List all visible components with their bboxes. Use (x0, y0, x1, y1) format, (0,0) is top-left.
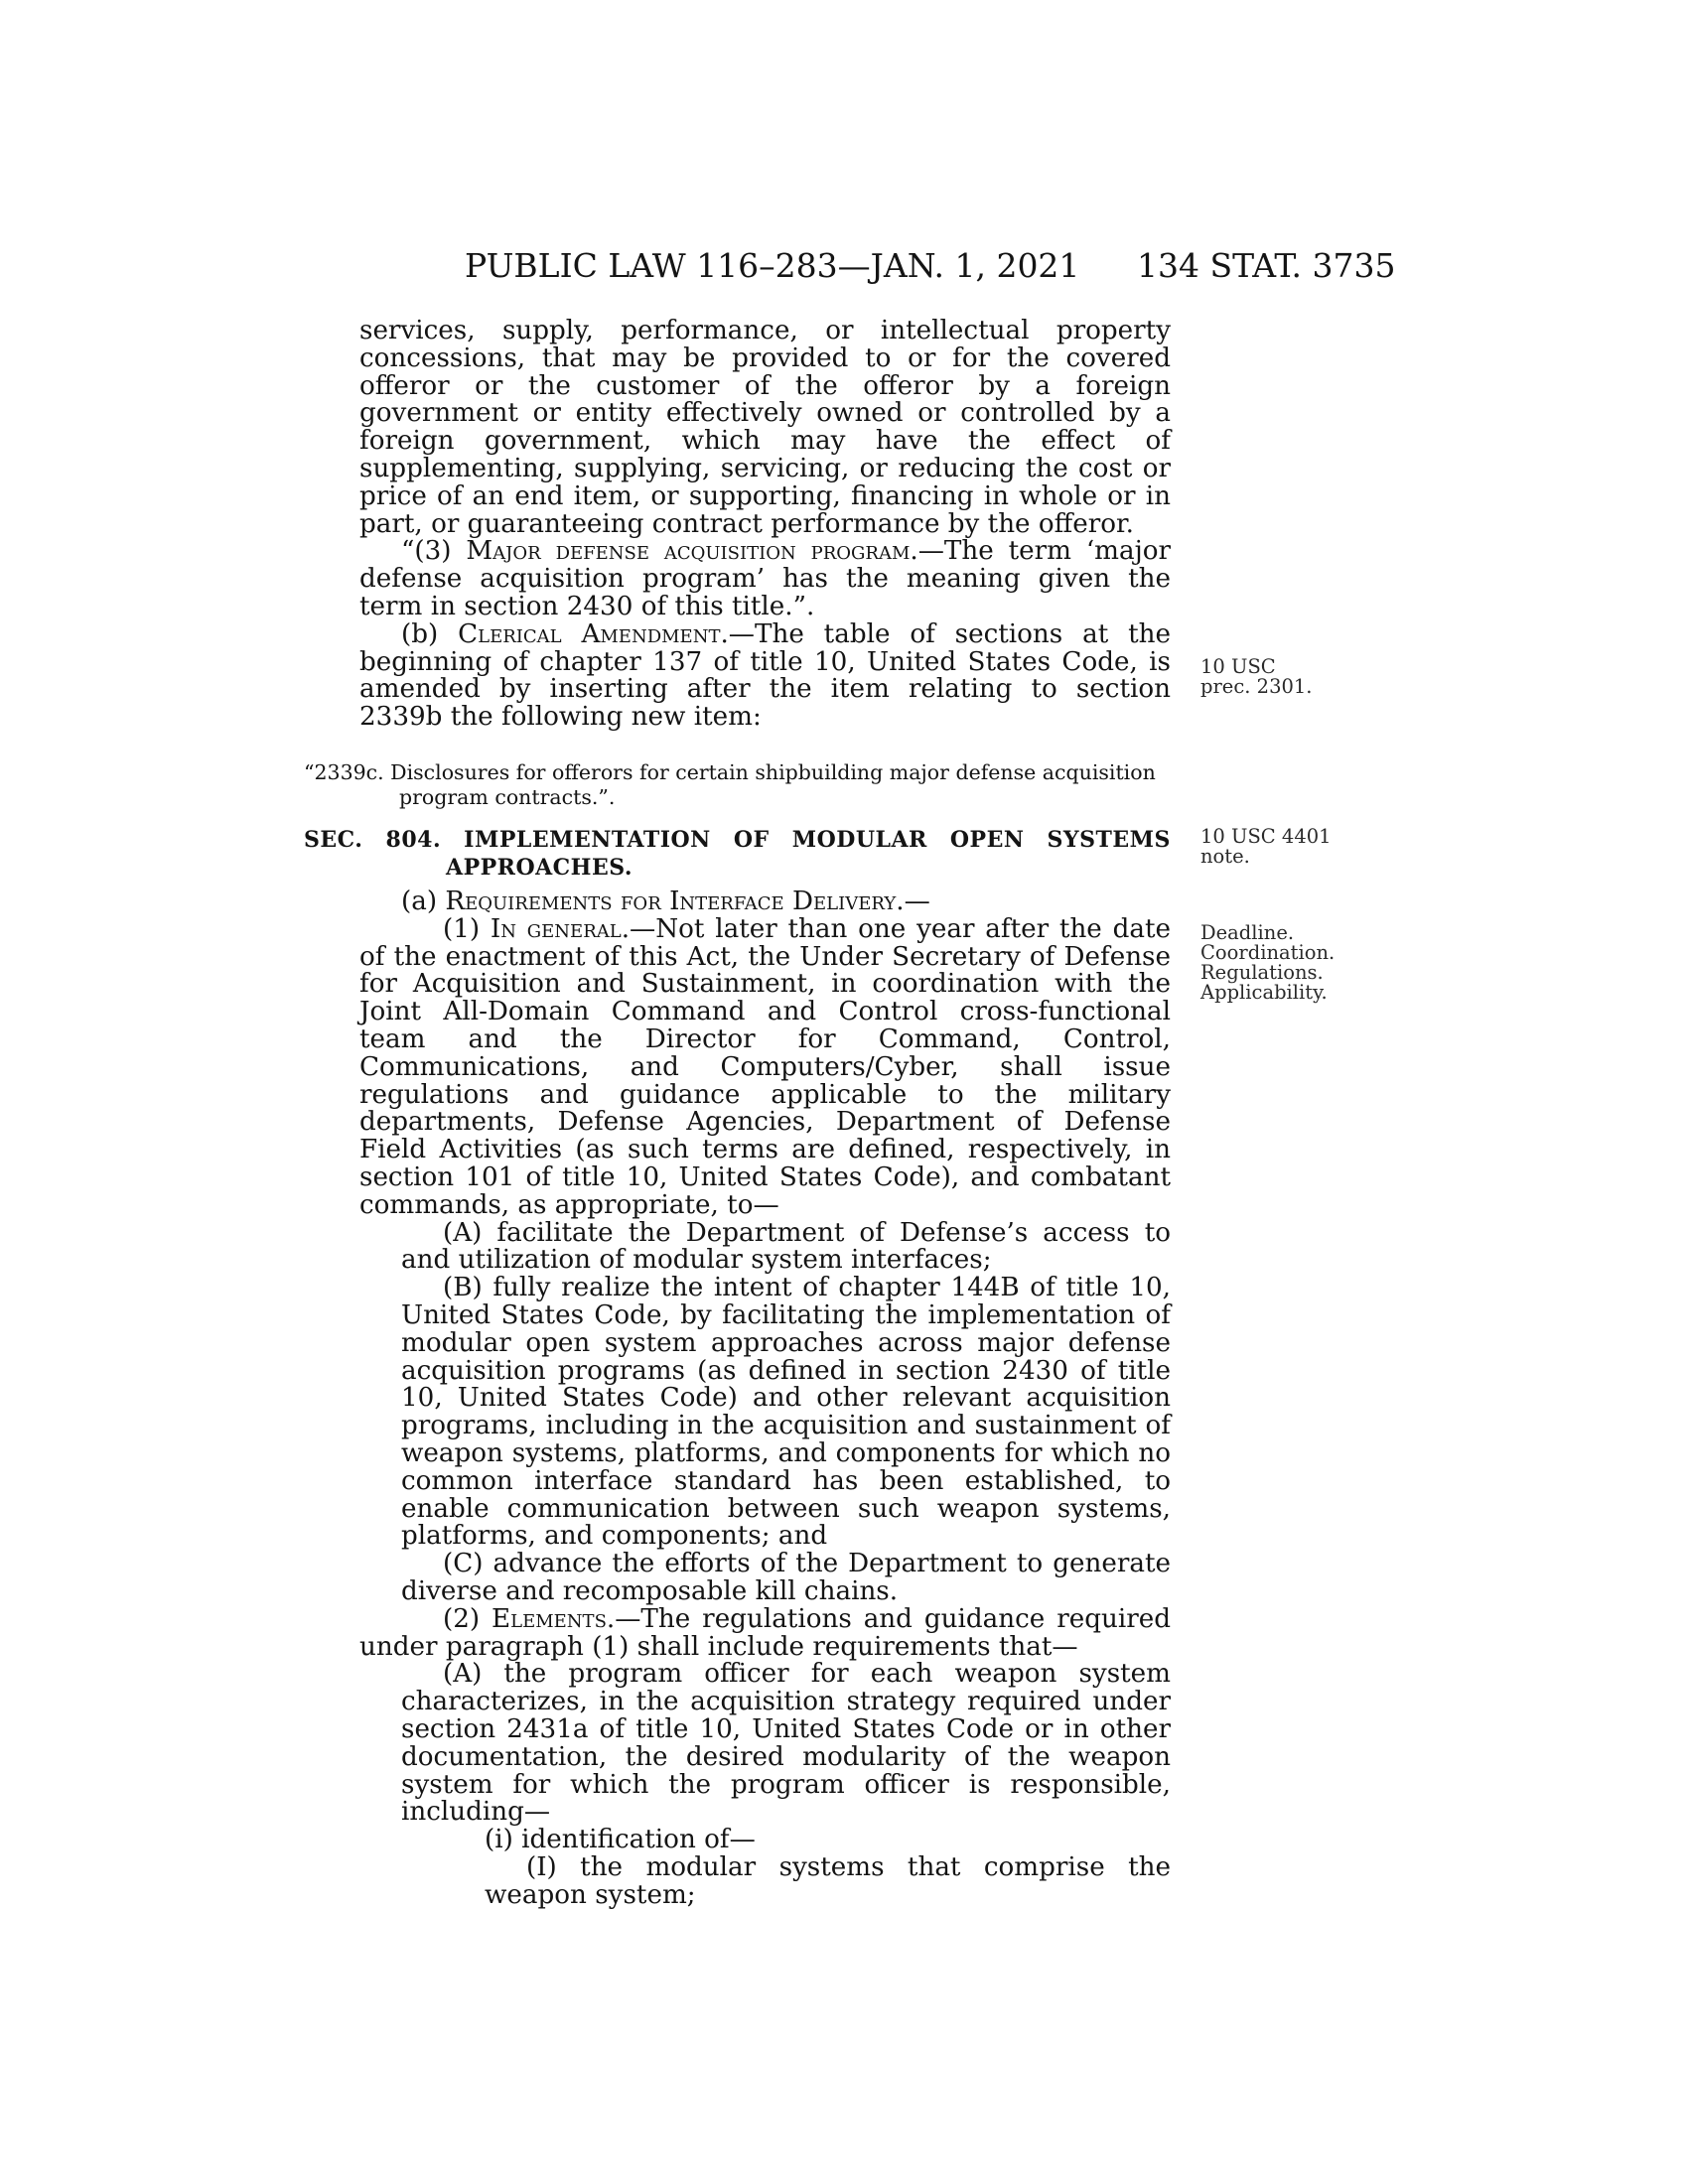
paragraph-heading: In general (490, 913, 622, 944)
section-title-continuation: APPROACHES. (446, 855, 633, 881)
paragraph-text: .—Not later than one year after the date of the enactment of this Act, the Under Secretary of Defense for Acquisition and Sustainment, in coordination with the Joint All-Domain Command and Control cross-functional team and the Director for Command, Control, Communications, and Computers/Cyber, shall issue regulations and guidance applicable to the military departments, Defense Agencies, Department of Defense Field Activities (as such terms are defined, respectively, in section 101 of title 10, United States Code), and combatant commands, as appropriate, to— (359, 913, 1171, 1220)
margin-note-line: prec. 2301. (1200, 675, 1313, 698)
paragraph-number: (a) (401, 887, 438, 916)
margin-note-line: Regulations. (1200, 961, 1324, 984)
margin-note-line: Deadline. (1200, 921, 1295, 944)
clause-i: (i) identification of— (485, 1825, 756, 1855)
margin-note-usc-prec (1200, 657, 1369, 697)
section-title-word: MODULAR (791, 827, 927, 853)
section-heading (304, 826, 1171, 882)
subparagraph-C: (C) advance the efforts of the Department to generate diverse and recomposable kill chains. (401, 1549, 1171, 1606)
subparagraph-A-elements: (A) the program officer for each weapon system characterizes, in the acquisition strategy required under section 2431a of title 10, United States Code or in other documentation, the desired modularity of the weapon system for which the program officer is responsible, including— (401, 1659, 1171, 1828)
section-label: SEC. (304, 827, 363, 853)
paragraph-a2 (359, 1603, 1171, 1662)
subsection-a (359, 888, 1171, 916)
paragraph-continuation: services, supply, performance, or intellectual property concessions, that may be provided to or for the covered offeror or the customer of the offeror by a foreign government or entity effectively owned or controlled by a foreign government, which may have the effect of supplementing, supplying, servicing, or reducing the cost or price of an end item, or supporting, financing in whole or in part, or guaranteeing contract performance by the offeror. (359, 316, 1171, 539)
paragraph-text: .—The term ‘major defense acquisition program’ has the meaning given the term in section 2430 of this title.”. (359, 536, 1171, 621)
table-of-sections-item (304, 760, 1171, 810)
section-title-word: SYSTEMS (1047, 827, 1171, 853)
paragraph-number: (1) (443, 913, 481, 944)
margin-note-line: 10 USC 4401 (1200, 825, 1332, 848)
paragraph-heading: Elements (492, 1603, 607, 1634)
paragraph-heading: Requirements for Interface Delivery (445, 887, 897, 916)
paragraph-heading: Major defense acquisition program (466, 536, 911, 567)
margin-note-deadline (1200, 923, 1369, 1003)
subparagraph-B: (B) fully realize the intent of chapter 144B of title 10, United States Code, by facilitating the implementation of modular open system approaches across major defense acquisition programs (as defined in section 2430 of title 10, United States Code) and other relevant acquisition programs, including in the acquisition and sustainment of weapon systems, platforms, and components for which no common interface standard has been established, to enable communication between such weapon systems, platforms, and components; and (401, 1273, 1171, 1552)
table-item-text: “2339c. Disclosures for offerors for certain shipbuilding major defense acquisition program contracts.”. (304, 760, 1156, 809)
paragraph-text: .—The regulations and guidance required under paragraph (1) shall include requirements that— (359, 1603, 1171, 1662)
section-title-word: OF (733, 827, 770, 853)
paragraph-major-defense-acquisition-program (359, 538, 1171, 620)
section-title-word: IMPLEMENTATION (464, 827, 711, 853)
paragraph-a1 (359, 913, 1171, 1220)
subclause-I: (I) the modular systems that comprise the weapon system; (485, 1851, 1171, 1910)
paragraph-number: “(3) (401, 536, 452, 567)
paragraph-text: .—The table of sections at the beginning of chapter 137 of title 10, United States Code, is amended by inserting after the item relating to section 2339b the following new item: (359, 618, 1171, 733)
section-title-word: OPEN (949, 827, 1025, 853)
margin-note-line: note. (1200, 845, 1250, 868)
margin-note-line: Applicability. (1200, 981, 1328, 1004)
section-number: 804. (385, 827, 442, 853)
text-block-top (359, 318, 1171, 732)
margin-note-line: Coordination. (1200, 941, 1336, 964)
margin-note-usc-4401 (1200, 827, 1369, 867)
paragraph-number: (2) (443, 1603, 481, 1634)
paragraph-text: .— (896, 887, 930, 916)
paragraph-heading: Clerical Amendment (458, 618, 721, 649)
subparagraph-A: (A) facilitate the Department of Defense’s access to and utilization of modular system interfaces; (401, 1217, 1171, 1276)
margin-note-line: 10 USC (1200, 655, 1276, 678)
running-header-stat-page: 134 STAT. 3735 (1137, 246, 1396, 285)
text-block-section-804 (359, 888, 1171, 1909)
running-header-law: PUBLIC LAW 116–283—JAN. 1, 2021 (465, 246, 1080, 285)
paragraph-clerical-amendment (359, 618, 1171, 733)
paragraph-number: (b) (401, 618, 439, 649)
